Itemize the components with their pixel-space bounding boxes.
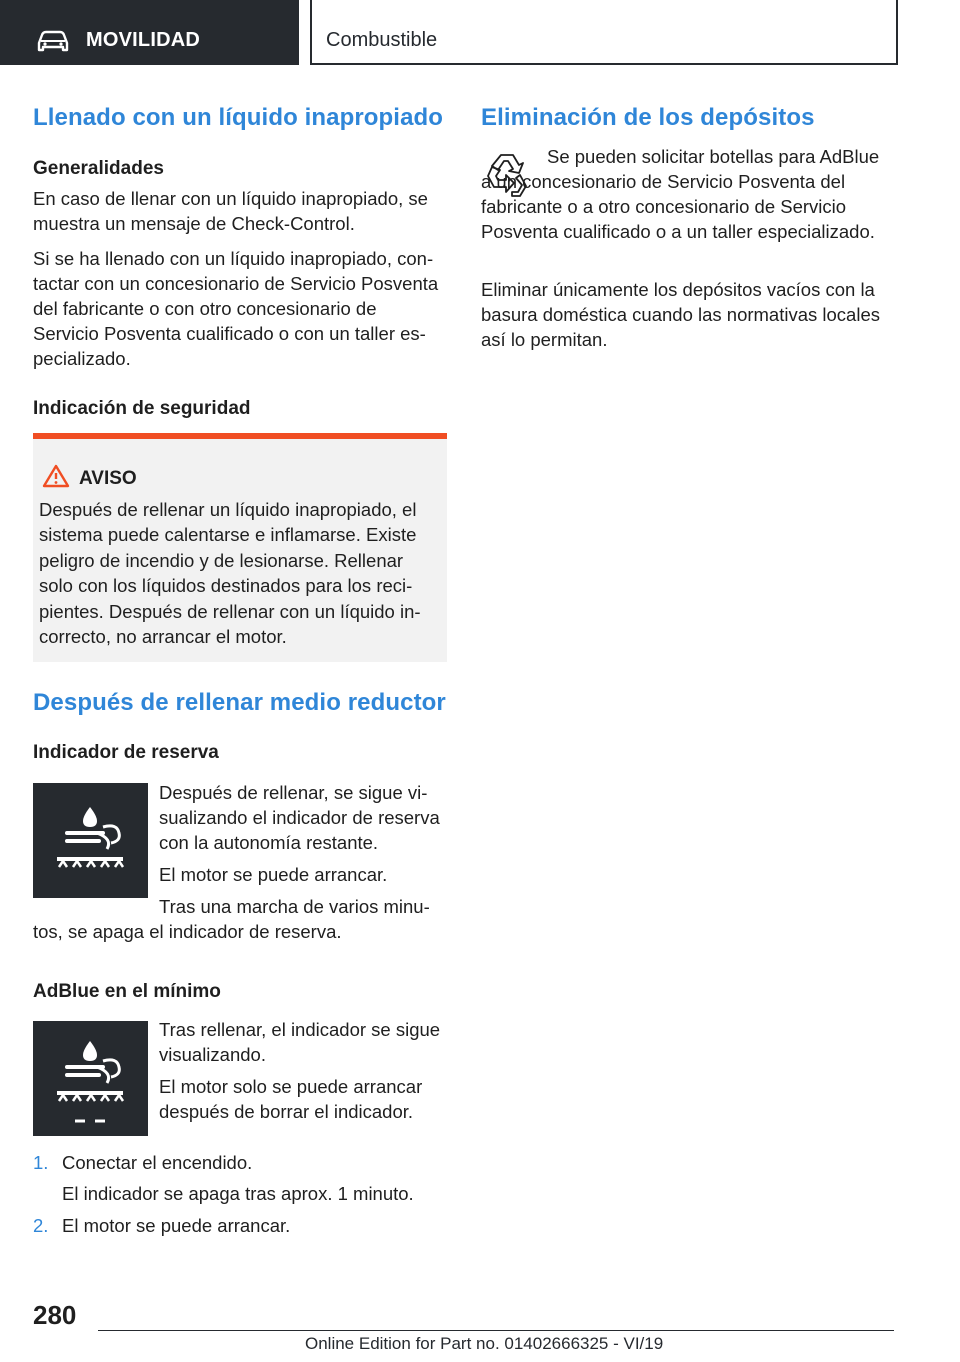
heading-llenado: Llenado con un líquido inapropiado bbox=[33, 104, 444, 131]
warning-title: AVISO bbox=[79, 468, 137, 489]
heading-eliminacion: Eliminación de los depósitos bbox=[481, 104, 815, 131]
step-1-text: Conectar el encendido. bbox=[62, 1152, 253, 1173]
heading-minimo: AdBlue en el mínimo bbox=[33, 981, 221, 1002]
paragraph-minimo-1: Tras rellenar, el indicador se sigue visualizando. bbox=[159, 1019, 441, 1065]
step-2-number: 2. bbox=[33, 1215, 49, 1236]
paragraph-eliminacion-2: Eliminar únicamente los depósitos vacíos con la basura doméstica cuando las normativas locales así lo permitan. bbox=[481, 279, 880, 350]
heading-seguridad: Indicación de seguridad bbox=[33, 398, 251, 419]
warning-triangle-icon bbox=[42, 464, 70, 488]
paragraph-reserva-1: Después de rellenar, se sigue visualizando el indicador de reserva con la autonomía restante. bbox=[159, 782, 440, 853]
chapter-label: MOVILIDAD bbox=[86, 29, 201, 51]
paragraph-reserva-3: Tras una marcha de varios minutos, se apaga el indicador de reserva. bbox=[33, 896, 430, 942]
adblue-minimum-icon bbox=[33, 1021, 148, 1136]
warning-text: Después de rellenar un líquido inapropiado, el sistema puede calentarse e inflamarse. Existe peligro de incendio y de lesionarse. Rellenar solo con los líquidos destinados para los recipientes. Después de rellenar con un líquido incorrecto, no arrancar el motor. bbox=[39, 499, 421, 648]
paragraph-reserva-2: El motor se puede arrancar. bbox=[159, 864, 388, 885]
section-label: Combustible bbox=[326, 29, 438, 51]
paragraph-eliminacion-1: Se pueden solicitar botellas para AdBlue a un concesionario de Servicio Posventa del fabricante o a otro concesionario de Servicio Posventa cualificado o a un taller especializado. bbox=[481, 146, 880, 242]
paragraph-minimo-2: El motor solo se puede arrancar después de borrar el indicador. bbox=[159, 1076, 423, 1122]
step-1-sub: El indicador se apaga tras aprox. 1 minuto. bbox=[62, 1183, 414, 1204]
section-header bbox=[310, 0, 898, 65]
footer-edition: Online Edition for Part no. 01402666325 - VI/19 bbox=[305, 1334, 664, 1353]
car-icon bbox=[36, 29, 70, 53]
paragraph-generalidades-1: En caso de llenar con un líquido inapropiado, se muestra un mensaje de Check-Control. bbox=[33, 188, 428, 234]
footer-divider bbox=[98, 1330, 894, 1331]
step-1-number: 1. bbox=[33, 1152, 49, 1173]
paragraph-generalidades-2: Si se ha llenado con un líquido inapropiado, contactar con un concesionario de Servicio Posventa del fabricante o con otro concesionario de Servicio Posventa cualificado o con un taller especializado. bbox=[33, 248, 439, 369]
heading-despues: Después de rellenar medio reductor bbox=[33, 689, 446, 716]
chapter-tab[interactable] bbox=[0, 0, 299, 65]
heading-generalidades: Generalidades bbox=[33, 158, 164, 179]
warning-box bbox=[33, 433, 447, 662]
heading-reserva: Indicador de reserva bbox=[33, 742, 219, 763]
minimum-indicator-image bbox=[33, 1021, 148, 1136]
reserve-indicator-image bbox=[33, 783, 148, 898]
page-number: 280 bbox=[33, 1300, 77, 1330]
step-2-text: El motor se puede arrancar. bbox=[62, 1215, 291, 1236]
adblue-level-icon bbox=[33, 783, 148, 898]
